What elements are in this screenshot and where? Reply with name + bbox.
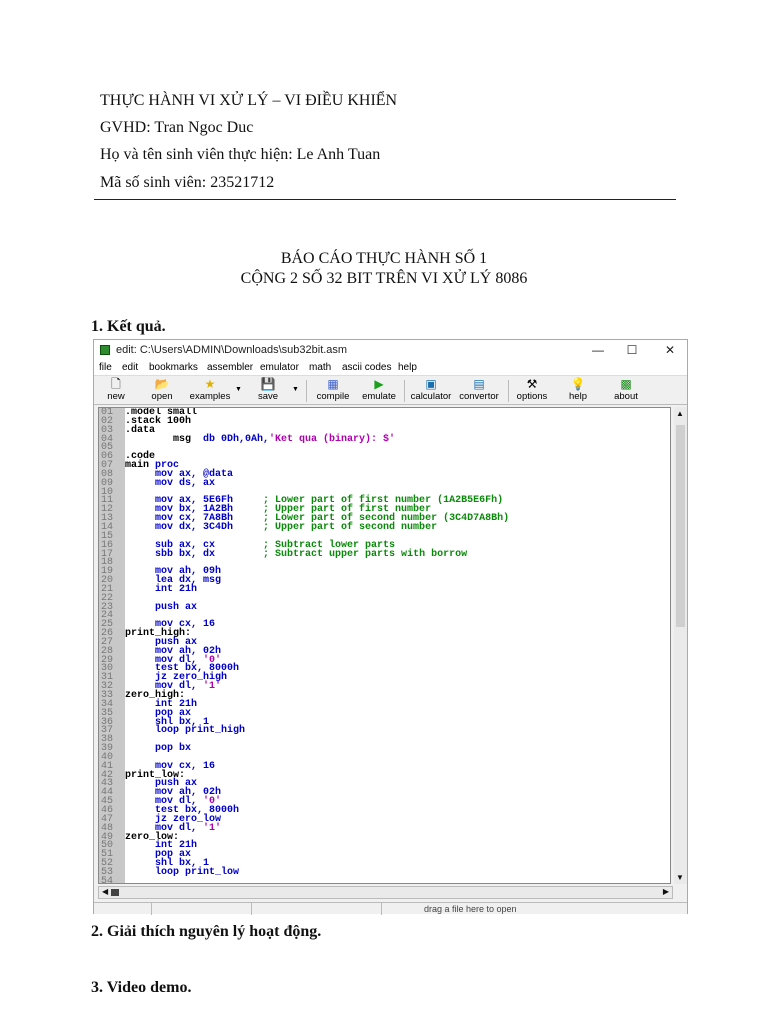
code-token: [125, 602, 155, 613]
report-title: BÁO CÁO THỰC HÀNH SỐ 1: [280, 250, 488, 267]
compile-icon: ▦: [327, 377, 339, 391]
code-instruction: mov bx, 1A2Bh: [155, 504, 234, 516]
toolbar: [94, 375, 687, 405]
line-number: 36: [101, 716, 114, 728]
line-number: 49: [101, 831, 114, 843]
menu-help[interactable]: help: [398, 362, 417, 373]
line-number: 53: [101, 866, 114, 878]
code-operand: 'Ket qua (binary): $': [269, 433, 396, 445]
vertical-scrollbar[interactable]: [674, 407, 687, 884]
line-number: 28: [101, 645, 114, 657]
editor-window: [93, 339, 688, 914]
code-instruction: test bx, 8000h: [155, 663, 240, 675]
scroll-up-arrow-icon[interactable]: ▲: [676, 409, 684, 418]
code-instruction: pop ax: [155, 849, 192, 861]
code-instruction: push ax: [155, 778, 198, 790]
code-operand: '1': [203, 681, 222, 693]
line-number: 23: [101, 601, 114, 613]
code-instruction: push ax: [155, 636, 198, 648]
menu-emulator[interactable]: emulator: [260, 362, 299, 373]
code-operand: '0': [203, 654, 222, 666]
code-token: .code: [125, 451, 156, 463]
line-number: 33: [101, 690, 114, 701]
line-number: 54: [101, 875, 114, 884]
line-number: 30: [101, 663, 114, 675]
line-number: 24: [101, 610, 114, 622]
scroll-left-arrow-icon[interactable]: ◀: [102, 887, 109, 896]
student-name-line: Họ và tên sinh viên thực hiện: Le Anh Tuan: [100, 146, 381, 163]
code-instruction: shl bx, 1: [155, 716, 210, 728]
toolbar-convertor-button[interactable]: ▤ convertor: [456, 377, 502, 405]
tools-icon: ⚒: [526, 377, 538, 391]
close-button[interactable]: ✕: [664, 343, 676, 357]
menu-bar: [94, 361, 687, 375]
menu-bookmarks[interactable]: bookmarks: [149, 362, 198, 373]
code-instruction: int 21h: [155, 583, 198, 595]
line-number: 41: [101, 760, 114, 772]
header-divider: [94, 199, 676, 200]
code-instruction: test bx, 8000h: [155, 804, 240, 816]
code-instruction: mov cx, 16: [155, 619, 216, 631]
code-instruction: sbb bx, dx: [155, 548, 216, 560]
open-folder-icon: 📂: [154, 377, 170, 391]
code-instruction: push ax: [155, 601, 198, 613]
line-number: 11: [101, 495, 114, 507]
line-number: 34: [101, 698, 114, 710]
toolbar-compile-button[interactable]: ▦ compile: [314, 377, 352, 405]
emu8086-app-icon: [100, 345, 110, 355]
line-number: 39: [101, 743, 114, 755]
code-comment: ; Subtract lower parts: [215, 539, 396, 551]
minimize-button[interactable]: —: [592, 343, 604, 357]
student-id-line: Mã số sinh viên: 23521712: [100, 174, 275, 191]
code-token: print_high:: [125, 628, 192, 640]
code-token: [125, 743, 155, 754]
instructor-line: GVHD: Tran Ngoc Duc: [100, 119, 254, 136]
code-instruction: int 21h: [155, 698, 198, 710]
menu-edit[interactable]: edit: [122, 362, 139, 373]
code-instruction: mov dl,: [155, 654, 204, 666]
line-number: 44: [101, 787, 114, 799]
status-cell: [94, 903, 152, 915]
line-number: 07: [101, 460, 114, 472]
line-number: 52: [101, 858, 114, 870]
code-token: [125, 584, 155, 595]
code-area[interactable]: [99, 409, 670, 884]
section-explanation-heading: 2. Giải thích nguyên lý hoạt động.: [91, 923, 322, 940]
code-line: [99, 521, 670, 533]
code-token: [125, 867, 155, 878]
code-token: zero_high:: [125, 690, 186, 701]
code-operand: ax: [203, 477, 216, 489]
line-number: 06: [101, 451, 114, 463]
code-line: [99, 477, 670, 489]
code-token: zero_low:: [125, 831, 180, 843]
line-number: 18: [101, 557, 114, 569]
status-drag-hint: drag a file here to open: [424, 904, 517, 914]
code-comment: ; Subtract upper parts with borrow: [215, 548, 468, 560]
code-line: [99, 822, 670, 834]
line-number: 12: [101, 504, 114, 516]
save-dropdown-arrow[interactable]: ▼: [292, 386, 299, 393]
scroll-right-arrow-icon[interactable]: ▶: [662, 887, 669, 896]
code-line: [99, 583, 670, 595]
course-title: THỰC HÀNH VI XỬ LÝ – VI ĐIỀU KHIỂN: [100, 92, 398, 109]
line-number: 31: [101, 672, 114, 684]
code-instruction: loop print_low: [155, 866, 240, 878]
toolbar-separator: [508, 380, 509, 402]
line-number: 22: [101, 592, 114, 604]
code-token: .stack 100h: [125, 415, 192, 427]
code-comment: ; Upper part of first number: [233, 504, 432, 516]
code-instruction: mov ax, 5E6Fh: [155, 495, 234, 507]
toolbar-separator: [404, 380, 405, 402]
code-instruction: db 0Dh,0Ah,: [203, 433, 270, 445]
line-number: 42: [101, 769, 114, 781]
line-number: 09: [101, 477, 114, 489]
toolbar-help-button[interactable]: 💡 help: [564, 377, 592, 405]
line-number: 25: [101, 619, 114, 631]
line-number: 10: [101, 486, 114, 498]
code-instruction: mov dl,: [155, 822, 204, 834]
line-number: 21: [101, 583, 114, 595]
toolbar-examples-button[interactable]: ★ examples: [189, 377, 231, 402]
code-comment: ; Lower part of first number (1A2B5E6Fh): [233, 495, 504, 507]
code-line: [99, 453, 670, 462]
line-number: 47: [101, 813, 114, 825]
line-number: 45: [101, 796, 114, 808]
code-instruction: int 21h: [155, 840, 198, 852]
code-token: msg: [125, 433, 204, 445]
toolbar-save-button[interactable]: 💾 save: [254, 377, 282, 405]
line-number: 19: [101, 566, 114, 578]
line-number: 04: [101, 433, 114, 445]
code-instruction: lea dx, msg: [155, 575, 222, 587]
code-operand: '1': [203, 822, 222, 834]
code-instruction: jz zero_high: [155, 672, 228, 684]
code-instruction: mov dl,: [155, 681, 204, 693]
editor-titlebar: [94, 340, 687, 361]
lightbulb-icon: 💡: [570, 377, 586, 391]
code-line: [99, 875, 670, 884]
code-line: [99, 745, 670, 754]
line-number: 03: [101, 424, 114, 436]
toolbar-emulate-button[interactable]: ▶ emulate: [360, 377, 398, 405]
code-token: main: [125, 460, 156, 472]
horizontal-scroll-thumb[interactable]: [111, 889, 119, 896]
line-number: 40: [101, 751, 114, 763]
code-line: [99, 415, 670, 427]
code-token: .model small: [125, 407, 198, 418]
line-number: 17: [101, 548, 114, 560]
code-instruction: mov ah, 02h: [155, 787, 222, 799]
play-icon: ▶: [374, 377, 384, 391]
code-line: [99, 433, 670, 445]
code-instruction: mov ah, 09h: [155, 566, 222, 578]
line-number: 05: [101, 442, 114, 454]
menu-file[interactable]: file: [99, 362, 112, 373]
code-token: print_low:: [125, 769, 186, 781]
line-number: 02: [101, 415, 114, 427]
toolbar-calculator-button[interactable]: ▣ calculator: [408, 377, 454, 405]
code-instruction: mov dx, 3C4Dh: [155, 521, 234, 533]
code-token: [125, 522, 155, 533]
code-instruction: pop ax: [155, 707, 192, 719]
code-instruction: pop bx: [155, 743, 192, 755]
code-line: [99, 866, 670, 878]
code-instruction: mov ah, 02h: [155, 645, 222, 657]
code-line: [99, 727, 670, 736]
toolbar-open-button[interactable]: 📂 open: [148, 377, 176, 405]
line-number: 13: [101, 513, 114, 525]
editor-title: edit: C:\Users\ADMIN\Downloads\sub32bit.asm: [116, 344, 348, 356]
code-line: [99, 601, 670, 613]
menu-math[interactable]: math: [309, 362, 332, 373]
line-number: 50: [101, 840, 114, 852]
code-instruction: jz zero_low: [155, 813, 222, 825]
scroll-down-arrow-icon[interactable]: ▼: [676, 873, 684, 882]
examples-dropdown-arrow[interactable]: ▼: [235, 386, 242, 393]
code-instruction: sub ax, cx: [155, 539, 216, 551]
line-number: 16: [101, 539, 114, 551]
code-comment: ; Upper part of second number: [233, 521, 438, 533]
line-number: 14: [101, 521, 114, 533]
line-number: 46: [101, 804, 114, 816]
code-token: [125, 549, 155, 560]
line-number: 29: [101, 654, 114, 666]
code-operand: @data: [203, 468, 234, 480]
code-line: [99, 548, 670, 560]
line-number: 08: [101, 468, 114, 480]
vertical-scroll-thumb[interactable]: [676, 425, 685, 627]
section-video-heading: 3. Video demo.: [91, 979, 192, 996]
code-instruction: proc: [155, 460, 180, 472]
toolbar-new-button[interactable]: 🗋 new: [102, 377, 130, 405]
floppy-icon: 💾: [260, 377, 276, 391]
toolbar-separator: [306, 380, 307, 402]
line-number: 35: [101, 707, 114, 719]
line-number: 20: [101, 575, 114, 587]
code-comment: ; Lower part of second number (3C4D7A8Bh): [233, 513, 510, 525]
report-subtitle: CỘNG 2 SỐ 32 BIT TRÊN VI XỬ LÝ 8086: [240, 270, 528, 287]
code-instruction: mov ax,: [155, 468, 204, 480]
line-number: 27: [101, 636, 114, 648]
code-instruction: mov ds,: [155, 477, 204, 489]
code-instruction: mov dl,: [155, 796, 204, 808]
code-instruction: shl bx, 1: [155, 858, 210, 870]
new-file-icon: 🗋: [111, 377, 121, 391]
status-bar: [94, 902, 687, 914]
line-number: 48: [101, 822, 114, 834]
code-token: [125, 725, 155, 736]
line-number: 01: [101, 407, 114, 418]
horizontal-scrollbar[interactable]: [98, 886, 673, 899]
menu-assembler[interactable]: assembler: [207, 362, 254, 373]
menu-ascii-codes[interactable]: ascii codes: [342, 362, 392, 373]
code-token: .data: [125, 424, 156, 436]
calculator-icon: ▣: [425, 377, 437, 391]
code-token: [125, 478, 155, 489]
line-number: 43: [101, 778, 114, 790]
toolbar-about-button[interactable]: ▩ about: [610, 377, 642, 405]
line-number: 51: [101, 849, 114, 861]
code-line: [99, 444, 670, 453]
line-number: 15: [101, 530, 114, 542]
code-instruction: mov cx, 16: [155, 760, 216, 772]
status-cell: [252, 903, 382, 915]
status-cell: [152, 903, 252, 915]
code-instruction: loop print_high: [155, 725, 246, 737]
line-number: 32: [101, 681, 114, 693]
code-instruction: mov cx, 7A8Bh: [155, 513, 234, 525]
line-number: 38: [101, 734, 114, 746]
chip-icon: ▩: [620, 377, 632, 391]
toolbar-options-button[interactable]: ⚒ options: [514, 377, 550, 405]
star-icon: ★: [204, 377, 216, 391]
code-editor[interactable]: [98, 407, 671, 884]
code-operand: '0': [203, 796, 222, 808]
line-number: 37: [101, 725, 114, 737]
convertor-icon: ▤: [473, 377, 485, 391]
line-number: 26: [101, 628, 114, 640]
section-result-heading: 1. Kết quả.: [91, 318, 166, 335]
maximize-button[interactable]: ☐: [626, 343, 638, 357]
